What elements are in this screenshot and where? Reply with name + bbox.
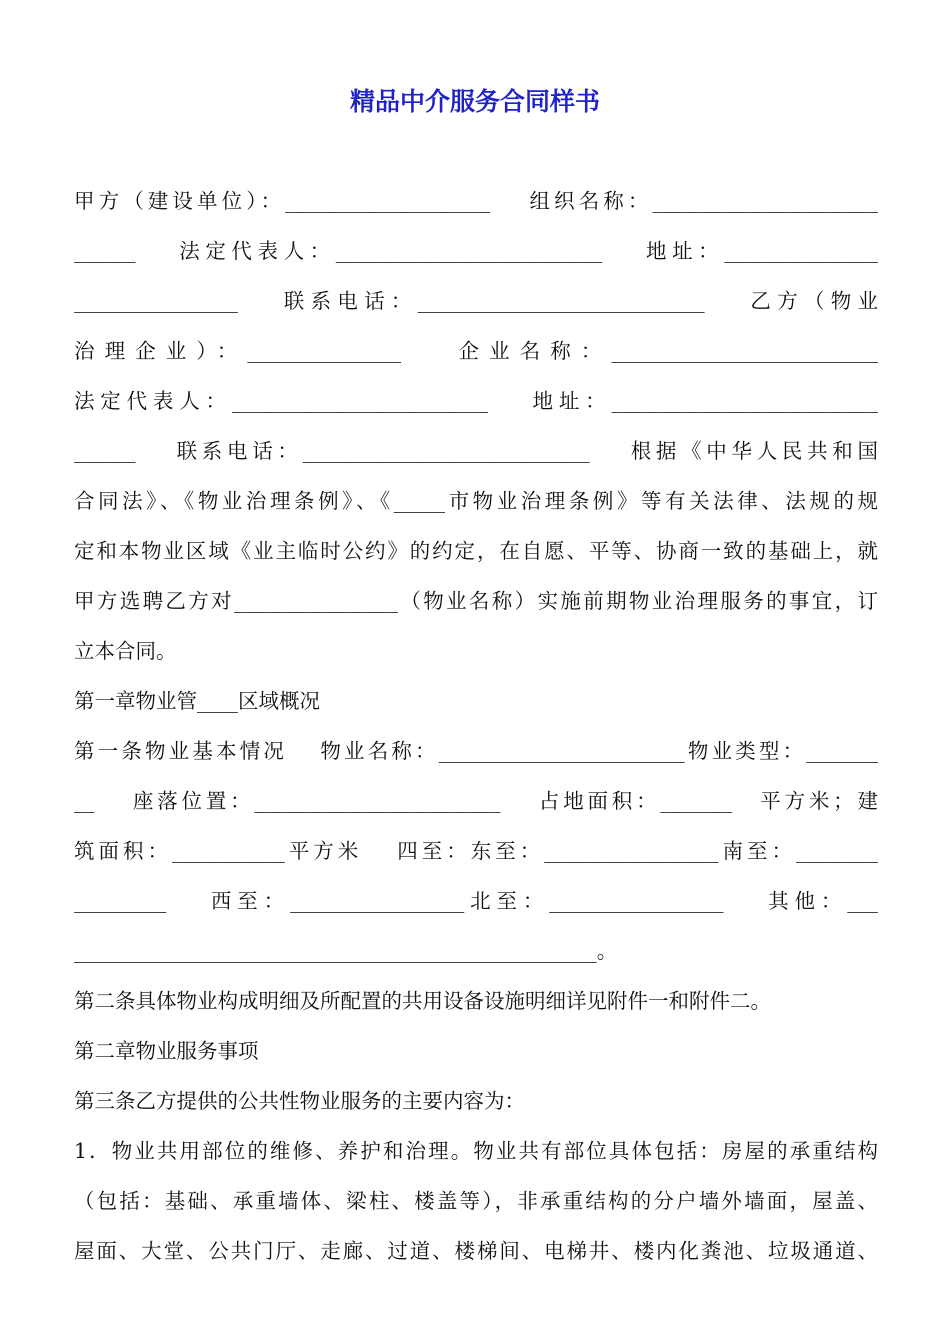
chapter-heading: 第一章物业管____区域概况 (74, 689, 320, 713)
chapter-heading: 第二章物业服务事项 (74, 1039, 259, 1063)
text-line: 第一条物业基本情况 物业名称：________________________物业类型：_______ (74, 739, 878, 763)
text-line: 1．物业共用部位的维修、养护和治理。物业共有部位具体包括：房屋的承重结构 (74, 1139, 878, 1163)
text-line: __ 座落位置：________________________ 占地面积：_______ 平方米；建 (74, 789, 878, 813)
text-line: 甲方（建设单位）：____________________ 组织名称：______________________ (74, 189, 878, 213)
text-line: 定和本物业区域《业主临时公约》的约定，在自愿、平等、协商一致的基础上，就 (74, 539, 878, 563)
document-title: 精品中介服务合同样书 (349, 87, 600, 116)
document-body (74, 176, 878, 1276)
text-line: 立本合同。 (74, 639, 177, 663)
text-line: （包括：基础、承重墙体、梁柱、楼盖等），非承重结构的分户墙外墙面，屋盖、 (74, 1189, 878, 1213)
text-line: _________ 西至：_________________北至：_________________ 其他：___ (74, 889, 878, 913)
text-line: 第三条乙方提供的公共性物业服务的主要内容为： (74, 1089, 525, 1113)
text-line: ______ 联系电话：____________________________ 根据《中华人民共和国 (74, 439, 878, 463)
text-line: 第二条具体物业构成明细及所配置的共用设备设施明细详见附件一和附件二。 (74, 989, 771, 1013)
text-line: 屋面、大堂、公共门厅、走廊、过道、楼梯间、电梯井、楼内化粪池、垃圾通道、 (74, 1239, 878, 1263)
text-line: ___________________________________________________。 (74, 939, 618, 963)
text-line: ________________ 联系电话：____________________________ 乙方（物业 (74, 289, 878, 313)
text-line: 甲方选聘乙方对________________（物业名称）实施前期物业治理服务的事宜，订 (74, 589, 878, 613)
text-line: 合同法》、《物业治理条例》、《_____市物业治理条例》等有关法律、法规的规 (74, 489, 878, 513)
text-line: 治理企业）：_______________ 企业名称：__________________________ (74, 339, 878, 363)
text-line: ______ 法定代表人：__________________________ 地址：_______________ (74, 239, 878, 263)
text-line: 筑面积：___________平方米 四至：东至：_________________南至：________ (74, 839, 878, 863)
text-line: 法定代表人：_________________________ 地址：__________________________ (74, 389, 878, 413)
